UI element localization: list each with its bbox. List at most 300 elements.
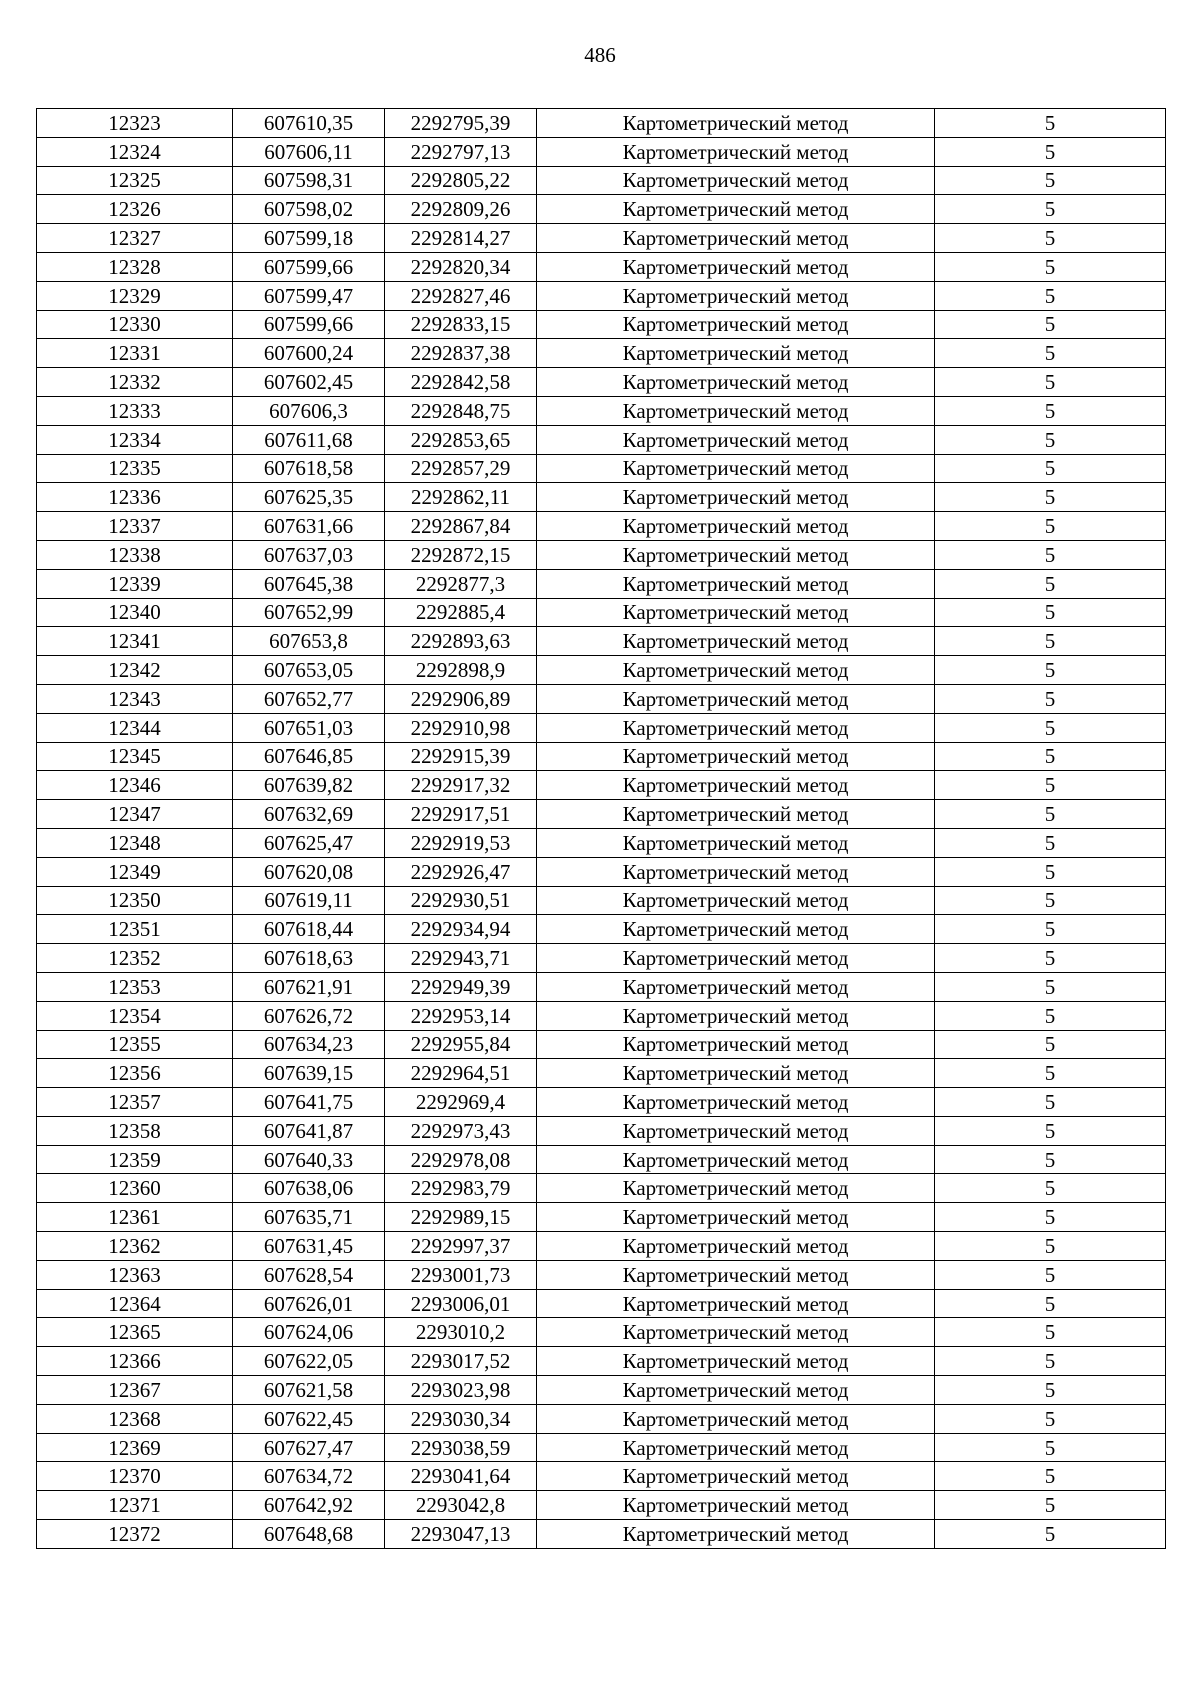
x-coordinate-cell: 607642,92 bbox=[233, 1491, 385, 1520]
point-number-cell: 12371 bbox=[37, 1491, 233, 1520]
point-number-cell: 12335 bbox=[37, 454, 233, 483]
y-coordinate-cell: 2293038,59 bbox=[385, 1433, 537, 1462]
x-coordinate-cell: 607606,3 bbox=[233, 396, 385, 425]
x-coordinate-cell: 607599,18 bbox=[233, 224, 385, 253]
point-number-cell: 12366 bbox=[37, 1347, 233, 1376]
accuracy-cell: 5 bbox=[935, 1145, 1166, 1174]
x-coordinate-cell: 607632,69 bbox=[233, 800, 385, 829]
y-coordinate-cell: 2293030,34 bbox=[385, 1404, 537, 1433]
method-cell: Картометрический метод bbox=[537, 1174, 935, 1203]
coordinates-table-body bbox=[37, 109, 1166, 1549]
accuracy-cell: 5 bbox=[935, 1462, 1166, 1491]
coordinates-table bbox=[36, 108, 1166, 1549]
method-cell: Картометрический метод bbox=[537, 1289, 935, 1318]
y-coordinate-cell: 2293047,13 bbox=[385, 1520, 537, 1549]
x-coordinate-cell: 607652,77 bbox=[233, 684, 385, 713]
point-number-cell: 12365 bbox=[37, 1318, 233, 1347]
table-row bbox=[37, 684, 1166, 713]
x-coordinate-cell: 607653,8 bbox=[233, 627, 385, 656]
x-coordinate-cell: 607622,05 bbox=[233, 1347, 385, 1376]
y-coordinate-cell: 2292964,51 bbox=[385, 1059, 537, 1088]
point-number-cell: 12360 bbox=[37, 1174, 233, 1203]
method-cell: Картометрический метод bbox=[537, 224, 935, 253]
method-cell: Картометрический метод bbox=[537, 109, 935, 138]
method-cell: Картометрический метод bbox=[537, 1462, 935, 1491]
table-row bbox=[37, 483, 1166, 512]
point-number-cell: 12351 bbox=[37, 915, 233, 944]
method-cell: Картометрический метод bbox=[537, 1203, 935, 1232]
table-row bbox=[37, 598, 1166, 627]
point-number-cell: 12331 bbox=[37, 339, 233, 368]
point-number-cell: 12357 bbox=[37, 1088, 233, 1117]
method-cell: Картометрический метод bbox=[537, 972, 935, 1001]
method-cell: Картометрический метод bbox=[537, 454, 935, 483]
y-coordinate-cell: 2293041,64 bbox=[385, 1462, 537, 1491]
method-cell: Картометрический метод bbox=[537, 828, 935, 857]
y-coordinate-cell: 2292973,43 bbox=[385, 1116, 537, 1145]
x-coordinate-cell: 607618,63 bbox=[233, 944, 385, 973]
table-row bbox=[37, 1203, 1166, 1232]
method-cell: Картометрический метод bbox=[537, 512, 935, 541]
method-cell: Картометрический метод bbox=[537, 310, 935, 339]
method-cell: Картометрический метод bbox=[537, 742, 935, 771]
table-row bbox=[37, 224, 1166, 253]
y-coordinate-cell: 2292917,51 bbox=[385, 800, 537, 829]
y-coordinate-cell: 2292827,46 bbox=[385, 281, 537, 310]
point-number-cell: 12347 bbox=[37, 800, 233, 829]
point-number-cell: 12359 bbox=[37, 1145, 233, 1174]
accuracy-cell: 5 bbox=[935, 252, 1166, 281]
method-cell: Картометрический метод bbox=[537, 483, 935, 512]
accuracy-cell: 5 bbox=[935, 310, 1166, 339]
y-coordinate-cell: 2292983,79 bbox=[385, 1174, 537, 1203]
x-coordinate-cell: 607606,11 bbox=[233, 137, 385, 166]
x-coordinate-cell: 607631,66 bbox=[233, 512, 385, 541]
x-coordinate-cell: 607639,15 bbox=[233, 1059, 385, 1088]
y-coordinate-cell: 2293006,01 bbox=[385, 1289, 537, 1318]
point-number-cell: 12328 bbox=[37, 252, 233, 281]
accuracy-cell: 5 bbox=[935, 713, 1166, 742]
point-number-cell: 12334 bbox=[37, 425, 233, 454]
accuracy-cell: 5 bbox=[935, 1318, 1166, 1347]
point-number-cell: 12354 bbox=[37, 1001, 233, 1030]
table-row bbox=[37, 339, 1166, 368]
x-coordinate-cell: 607621,91 bbox=[233, 972, 385, 1001]
point-number-cell: 12369 bbox=[37, 1433, 233, 1462]
x-coordinate-cell: 607641,75 bbox=[233, 1088, 385, 1117]
accuracy-cell: 5 bbox=[935, 656, 1166, 685]
point-number-cell: 12340 bbox=[37, 598, 233, 627]
point-number-cell: 12341 bbox=[37, 627, 233, 656]
x-coordinate-cell: 607645,38 bbox=[233, 569, 385, 598]
accuracy-cell: 5 bbox=[935, 195, 1166, 224]
x-coordinate-cell: 607619,11 bbox=[233, 886, 385, 915]
point-number-cell: 12346 bbox=[37, 771, 233, 800]
method-cell: Картометрический метод bbox=[537, 540, 935, 569]
x-coordinate-cell: 607598,02 bbox=[233, 195, 385, 224]
x-coordinate-cell: 607625,47 bbox=[233, 828, 385, 857]
x-coordinate-cell: 607631,45 bbox=[233, 1232, 385, 1261]
method-cell: Картометрический метод bbox=[537, 1376, 935, 1405]
table-row bbox=[37, 1347, 1166, 1376]
method-cell: Картометрический метод bbox=[537, 396, 935, 425]
y-coordinate-cell: 2292893,63 bbox=[385, 627, 537, 656]
point-number-cell: 12348 bbox=[37, 828, 233, 857]
x-coordinate-cell: 607652,99 bbox=[233, 598, 385, 627]
method-cell: Картометрический метод bbox=[537, 857, 935, 886]
x-coordinate-cell: 607622,45 bbox=[233, 1404, 385, 1433]
method-cell: Картометрический метод bbox=[537, 166, 935, 195]
accuracy-cell: 5 bbox=[935, 425, 1166, 454]
table-row bbox=[37, 1318, 1166, 1347]
table-row bbox=[37, 771, 1166, 800]
table-row bbox=[37, 1116, 1166, 1145]
table-row bbox=[37, 944, 1166, 973]
accuracy-cell: 5 bbox=[935, 1232, 1166, 1261]
table-row bbox=[37, 1520, 1166, 1549]
table-row bbox=[37, 857, 1166, 886]
method-cell: Картометрический метод bbox=[537, 569, 935, 598]
method-cell: Картометрический метод bbox=[537, 368, 935, 397]
point-number-cell: 12345 bbox=[37, 742, 233, 771]
table-row bbox=[37, 425, 1166, 454]
y-coordinate-cell: 2293010,2 bbox=[385, 1318, 537, 1347]
x-coordinate-cell: 607610,35 bbox=[233, 109, 385, 138]
y-coordinate-cell: 2292917,32 bbox=[385, 771, 537, 800]
y-coordinate-cell: 2292930,51 bbox=[385, 886, 537, 915]
accuracy-cell: 5 bbox=[935, 454, 1166, 483]
point-number-cell: 12342 bbox=[37, 656, 233, 685]
accuracy-cell: 5 bbox=[935, 972, 1166, 1001]
x-coordinate-cell: 607638,06 bbox=[233, 1174, 385, 1203]
accuracy-cell: 5 bbox=[935, 368, 1166, 397]
method-cell: Картометрический метод bbox=[537, 1318, 935, 1347]
y-coordinate-cell: 2293023,98 bbox=[385, 1376, 537, 1405]
accuracy-cell: 5 bbox=[935, 857, 1166, 886]
method-cell: Картометрический метод bbox=[537, 1260, 935, 1289]
method-cell: Картометрический метод bbox=[537, 195, 935, 224]
accuracy-cell: 5 bbox=[935, 224, 1166, 253]
point-number-cell: 12344 bbox=[37, 713, 233, 742]
x-coordinate-cell: 607618,44 bbox=[233, 915, 385, 944]
accuracy-cell: 5 bbox=[935, 828, 1166, 857]
y-coordinate-cell: 2292809,26 bbox=[385, 195, 537, 224]
table-row bbox=[37, 800, 1166, 829]
method-cell: Картометрический метод bbox=[537, 684, 935, 713]
accuracy-cell: 5 bbox=[935, 1030, 1166, 1059]
table-row bbox=[37, 713, 1166, 742]
method-cell: Картометрический метод bbox=[537, 944, 935, 973]
table-row bbox=[37, 310, 1166, 339]
y-coordinate-cell: 2292997,37 bbox=[385, 1232, 537, 1261]
table-row bbox=[37, 512, 1166, 541]
method-cell: Картометрический метод bbox=[537, 915, 935, 944]
point-number-cell: 12367 bbox=[37, 1376, 233, 1405]
accuracy-cell: 5 bbox=[935, 771, 1166, 800]
table-row bbox=[37, 109, 1166, 138]
x-coordinate-cell: 607626,01 bbox=[233, 1289, 385, 1318]
y-coordinate-cell: 2292915,39 bbox=[385, 742, 537, 771]
table-row bbox=[37, 1404, 1166, 1433]
x-coordinate-cell: 607635,71 bbox=[233, 1203, 385, 1232]
table-row bbox=[37, 1174, 1166, 1203]
x-coordinate-cell: 607599,66 bbox=[233, 310, 385, 339]
accuracy-cell: 5 bbox=[935, 483, 1166, 512]
y-coordinate-cell: 2292872,15 bbox=[385, 540, 537, 569]
point-number-cell: 12364 bbox=[37, 1289, 233, 1318]
y-coordinate-cell: 2292853,65 bbox=[385, 425, 537, 454]
method-cell: Картометрический метод bbox=[537, 1116, 935, 1145]
y-coordinate-cell: 2292833,15 bbox=[385, 310, 537, 339]
table-row bbox=[37, 1433, 1166, 1462]
x-coordinate-cell: 607641,87 bbox=[233, 1116, 385, 1145]
y-coordinate-cell: 2292862,11 bbox=[385, 483, 537, 512]
y-coordinate-cell: 2292955,84 bbox=[385, 1030, 537, 1059]
table-row bbox=[37, 396, 1166, 425]
point-number-cell: 12327 bbox=[37, 224, 233, 253]
point-number-cell: 12370 bbox=[37, 1462, 233, 1491]
y-coordinate-cell: 2293042,8 bbox=[385, 1491, 537, 1520]
point-number-cell: 12356 bbox=[37, 1059, 233, 1088]
y-coordinate-cell: 2293017,52 bbox=[385, 1347, 537, 1376]
accuracy-cell: 5 bbox=[935, 1174, 1166, 1203]
accuracy-cell: 5 bbox=[935, 1260, 1166, 1289]
method-cell: Картометрический метод bbox=[537, 656, 935, 685]
point-number-cell: 12355 bbox=[37, 1030, 233, 1059]
y-coordinate-cell: 2292867,84 bbox=[385, 512, 537, 541]
table-row bbox=[37, 454, 1166, 483]
point-number-cell: 12325 bbox=[37, 166, 233, 195]
method-cell: Картометрический метод bbox=[537, 627, 935, 656]
x-coordinate-cell: 607653,05 bbox=[233, 656, 385, 685]
table-row bbox=[37, 166, 1166, 195]
table-row bbox=[37, 915, 1166, 944]
table-row bbox=[37, 540, 1166, 569]
accuracy-cell: 5 bbox=[935, 1347, 1166, 1376]
accuracy-cell: 5 bbox=[935, 1088, 1166, 1117]
accuracy-cell: 5 bbox=[935, 627, 1166, 656]
table-row bbox=[37, 195, 1166, 224]
accuracy-cell: 5 bbox=[935, 742, 1166, 771]
x-coordinate-cell: 607640,33 bbox=[233, 1145, 385, 1174]
x-coordinate-cell: 607634,72 bbox=[233, 1462, 385, 1491]
table-row bbox=[37, 569, 1166, 598]
accuracy-cell: 5 bbox=[935, 396, 1166, 425]
x-coordinate-cell: 607626,72 bbox=[233, 1001, 385, 1030]
accuracy-cell: 5 bbox=[935, 598, 1166, 627]
table-row bbox=[37, 1088, 1166, 1117]
x-coordinate-cell: 607639,82 bbox=[233, 771, 385, 800]
y-coordinate-cell: 2292978,08 bbox=[385, 1145, 537, 1174]
accuracy-cell: 5 bbox=[935, 915, 1166, 944]
accuracy-cell: 5 bbox=[935, 1203, 1166, 1232]
point-number-cell: 12363 bbox=[37, 1260, 233, 1289]
y-coordinate-cell: 2292953,14 bbox=[385, 1001, 537, 1030]
method-cell: Картометрический метод bbox=[537, 1001, 935, 1030]
point-number-cell: 12362 bbox=[37, 1232, 233, 1261]
point-number-cell: 12352 bbox=[37, 944, 233, 973]
x-coordinate-cell: 607598,31 bbox=[233, 166, 385, 195]
y-coordinate-cell: 2292943,71 bbox=[385, 944, 537, 973]
method-cell: Картометрический метод bbox=[537, 1347, 935, 1376]
y-coordinate-cell: 2292919,53 bbox=[385, 828, 537, 857]
method-cell: Картометрический метод bbox=[537, 1145, 935, 1174]
point-number-cell: 12337 bbox=[37, 512, 233, 541]
method-cell: Картометрический метод bbox=[537, 886, 935, 915]
method-cell: Картометрический метод bbox=[537, 1088, 935, 1117]
y-coordinate-cell: 2292910,98 bbox=[385, 713, 537, 742]
accuracy-cell: 5 bbox=[935, 512, 1166, 541]
y-coordinate-cell: 2292797,13 bbox=[385, 137, 537, 166]
x-coordinate-cell: 607627,47 bbox=[233, 1433, 385, 1462]
point-number-cell: 12330 bbox=[37, 310, 233, 339]
point-number-cell: 12324 bbox=[37, 137, 233, 166]
method-cell: Картометрический метод bbox=[537, 713, 935, 742]
method-cell: Картометрический метод bbox=[537, 1491, 935, 1520]
accuracy-cell: 5 bbox=[935, 886, 1166, 915]
table-row bbox=[37, 137, 1166, 166]
point-number-cell: 12332 bbox=[37, 368, 233, 397]
table-row bbox=[37, 742, 1166, 771]
y-coordinate-cell: 2292989,15 bbox=[385, 1203, 537, 1232]
x-coordinate-cell: 607651,03 bbox=[233, 713, 385, 742]
accuracy-cell: 5 bbox=[935, 1059, 1166, 1088]
accuracy-cell: 5 bbox=[935, 540, 1166, 569]
accuracy-cell: 5 bbox=[935, 109, 1166, 138]
table-row bbox=[37, 252, 1166, 281]
table-row bbox=[37, 1289, 1166, 1318]
x-coordinate-cell: 607611,68 bbox=[233, 425, 385, 454]
table-row bbox=[37, 1145, 1166, 1174]
point-number-cell: 12350 bbox=[37, 886, 233, 915]
method-cell: Картометрический метод bbox=[537, 1232, 935, 1261]
x-coordinate-cell: 607620,08 bbox=[233, 857, 385, 886]
y-coordinate-cell: 2292949,39 bbox=[385, 972, 537, 1001]
point-number-cell: 12349 bbox=[37, 857, 233, 886]
accuracy-cell: 5 bbox=[935, 1001, 1166, 1030]
table-row bbox=[37, 627, 1166, 656]
table-row bbox=[37, 972, 1166, 1001]
x-coordinate-cell: 607646,85 bbox=[233, 742, 385, 771]
point-number-cell: 12368 bbox=[37, 1404, 233, 1433]
y-coordinate-cell: 2292820,34 bbox=[385, 252, 537, 281]
y-coordinate-cell: 2292805,22 bbox=[385, 166, 537, 195]
accuracy-cell: 5 bbox=[935, 1376, 1166, 1405]
point-number-cell: 12339 bbox=[37, 569, 233, 598]
y-coordinate-cell: 2292898,9 bbox=[385, 656, 537, 685]
accuracy-cell: 5 bbox=[935, 1404, 1166, 1433]
table-row bbox=[37, 1462, 1166, 1491]
table-row bbox=[37, 1260, 1166, 1289]
accuracy-cell: 5 bbox=[935, 569, 1166, 598]
x-coordinate-cell: 607628,54 bbox=[233, 1260, 385, 1289]
point-number-cell: 12358 bbox=[37, 1116, 233, 1145]
table-row bbox=[37, 656, 1166, 685]
method-cell: Картометрический метод bbox=[537, 281, 935, 310]
y-coordinate-cell: 2292934,94 bbox=[385, 915, 537, 944]
y-coordinate-cell: 2292837,38 bbox=[385, 339, 537, 368]
accuracy-cell: 5 bbox=[935, 166, 1166, 195]
accuracy-cell: 5 bbox=[935, 1520, 1166, 1549]
method-cell: Картометрический метод bbox=[537, 252, 935, 281]
point-number-cell: 12361 bbox=[37, 1203, 233, 1232]
point-number-cell: 12329 bbox=[37, 281, 233, 310]
x-coordinate-cell: 607648,68 bbox=[233, 1520, 385, 1549]
point-number-cell: 12372 bbox=[37, 1520, 233, 1549]
accuracy-cell: 5 bbox=[935, 1289, 1166, 1318]
x-coordinate-cell: 607602,45 bbox=[233, 368, 385, 397]
point-number-cell: 12343 bbox=[37, 684, 233, 713]
y-coordinate-cell: 2292848,75 bbox=[385, 396, 537, 425]
page-number: 486 bbox=[584, 43, 616, 67]
accuracy-cell: 5 bbox=[935, 684, 1166, 713]
y-coordinate-cell: 2292842,58 bbox=[385, 368, 537, 397]
table-row bbox=[37, 1030, 1166, 1059]
method-cell: Картометрический метод bbox=[537, 1520, 935, 1549]
method-cell: Картометрический метод bbox=[537, 771, 935, 800]
x-coordinate-cell: 607599,47 bbox=[233, 281, 385, 310]
y-coordinate-cell: 2292969,4 bbox=[385, 1088, 537, 1117]
point-number-cell: 12336 bbox=[37, 483, 233, 512]
point-number-cell: 12333 bbox=[37, 396, 233, 425]
table-row bbox=[37, 281, 1166, 310]
table-row bbox=[37, 1491, 1166, 1520]
table-row bbox=[37, 886, 1166, 915]
y-coordinate-cell: 2292877,3 bbox=[385, 569, 537, 598]
point-number-cell: 12353 bbox=[37, 972, 233, 1001]
table-row bbox=[37, 1001, 1166, 1030]
y-coordinate-cell: 2292926,47 bbox=[385, 857, 537, 886]
accuracy-cell: 5 bbox=[935, 339, 1166, 368]
accuracy-cell: 5 bbox=[935, 944, 1166, 973]
accuracy-cell: 5 bbox=[935, 1116, 1166, 1145]
x-coordinate-cell: 607600,24 bbox=[233, 339, 385, 368]
method-cell: Картометрический метод bbox=[537, 598, 935, 627]
accuracy-cell: 5 bbox=[935, 137, 1166, 166]
x-coordinate-cell: 607599,66 bbox=[233, 252, 385, 281]
accuracy-cell: 5 bbox=[935, 281, 1166, 310]
point-number-cell: 12326 bbox=[37, 195, 233, 224]
y-coordinate-cell: 2292814,27 bbox=[385, 224, 537, 253]
table-row bbox=[37, 368, 1166, 397]
table-row bbox=[37, 1059, 1166, 1088]
table-row bbox=[37, 828, 1166, 857]
method-cell: Картометрический метод bbox=[537, 339, 935, 368]
x-coordinate-cell: 607625,35 bbox=[233, 483, 385, 512]
point-number-cell: 12338 bbox=[37, 540, 233, 569]
x-coordinate-cell: 607634,23 bbox=[233, 1030, 385, 1059]
method-cell: Картометрический метод bbox=[537, 1433, 935, 1462]
y-coordinate-cell: 2292906,89 bbox=[385, 684, 537, 713]
point-number-cell: 12323 bbox=[37, 109, 233, 138]
accuracy-cell: 5 bbox=[935, 1491, 1166, 1520]
table-row bbox=[37, 1232, 1166, 1261]
accuracy-cell: 5 bbox=[935, 1433, 1166, 1462]
x-coordinate-cell: 607637,03 bbox=[233, 540, 385, 569]
method-cell: Картометрический метод bbox=[537, 1059, 935, 1088]
method-cell: Картометрический метод bbox=[537, 137, 935, 166]
x-coordinate-cell: 607624,06 bbox=[233, 1318, 385, 1347]
table-row bbox=[37, 1376, 1166, 1405]
x-coordinate-cell: 607621,58 bbox=[233, 1376, 385, 1405]
method-cell: Картометрический метод bbox=[537, 800, 935, 829]
method-cell: Картометрический метод bbox=[537, 425, 935, 454]
y-coordinate-cell: 2292857,29 bbox=[385, 454, 537, 483]
y-coordinate-cell: 2293001,73 bbox=[385, 1260, 537, 1289]
method-cell: Картометрический метод bbox=[537, 1030, 935, 1059]
y-coordinate-cell: 2292795,39 bbox=[385, 109, 537, 138]
y-coordinate-cell: 2292885,4 bbox=[385, 598, 537, 627]
